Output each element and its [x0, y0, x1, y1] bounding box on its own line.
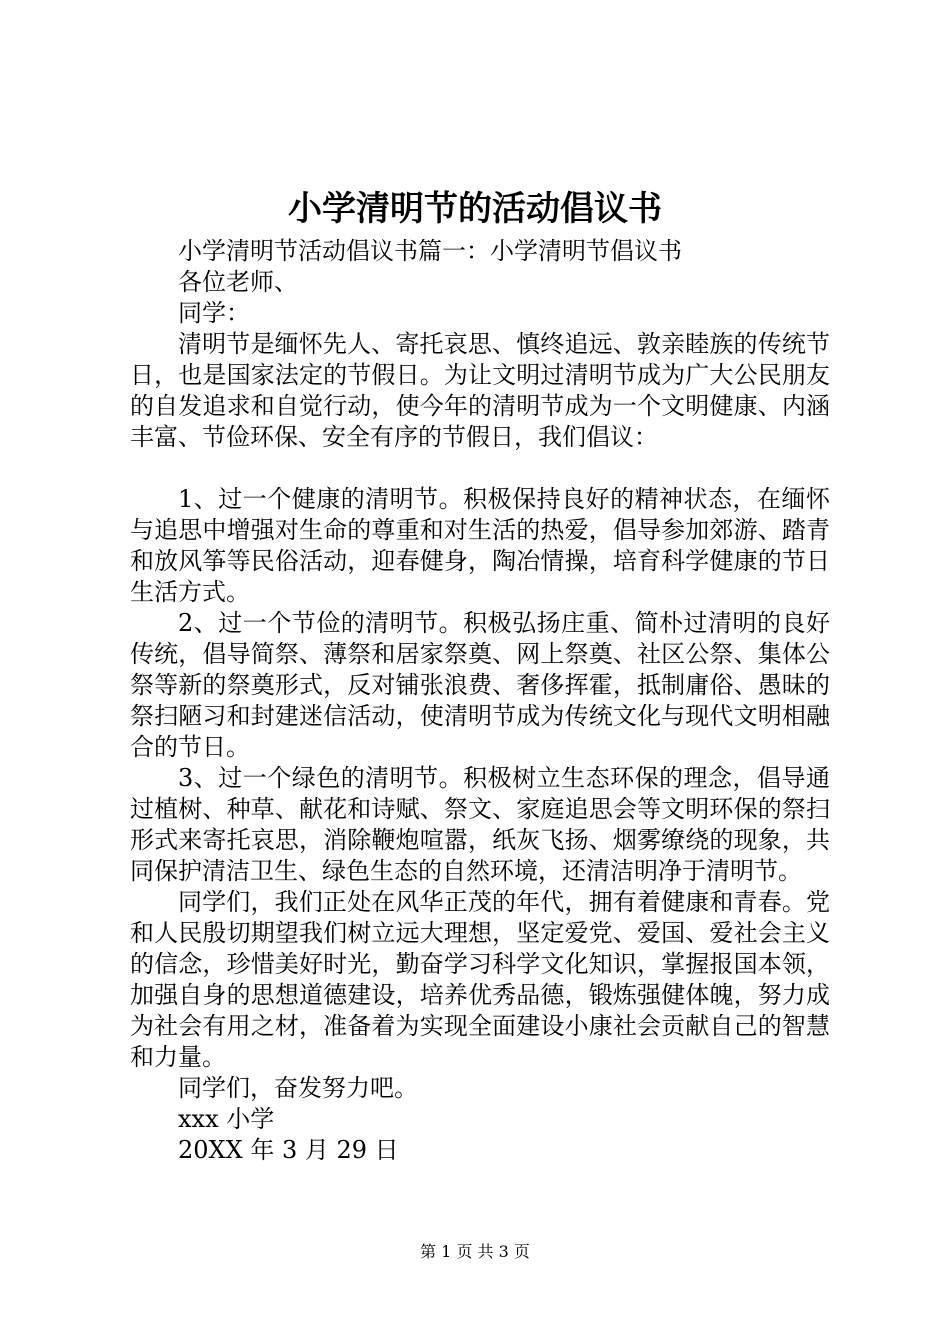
closing-paragraph: 同学们，我们正处在风华正茂的年代，拥有着健康和青春。党和人民殷切期望我们树立远大理想，坚定爱党、爱国、爱社会主义的信念，珍惜美好时光，勤奋学习科学文化知识，掌握报国本领，加强自身的思想道德建设，培养优秀品德，锻炼强健体魄，努力成为社会有用之材，准备着为实现全面建设小康社会贡献自己的智慧和力量。	[130, 888, 830, 1071]
call-to-action: 同学们，奋发努力吧。	[178, 1074, 418, 1102]
signature: xxx 小学	[178, 1105, 275, 1133]
page-footer: 第 1 页 共 3 页	[420, 1242, 530, 1261]
intro-paragraph: 清明节是缅怀先人、寄托哀思、慎终追远、敦亲睦族的传统节日，也是国家法定的节假日。为让文明过清明节成为广大公民朋友的自发追求和自觉行动，使今年的清明节成为一个文明健康、内涵丰富、节俭环保、安全有序的节假日，我们倡议：	[130, 330, 830, 451]
proposal-item-3: 3、过一个绿色的清明节。积极树立生态环保的理念，倡导通过植树、种草、献花和诗赋、祭文、家庭追思会等文明环保的祭扫形式来寄托哀思，消除鞭炮喧嚣，纸灰飞扬、烟雾缭绕的现象，共同保护清洁卫生、绿色生态的自然环境，还清洁明净于清明节。	[130, 764, 830, 885]
document-title: 小学清明节的活动倡议书	[288, 189, 662, 229]
date: 20XX 年 3 月 29 日	[178, 1136, 399, 1164]
greeting-line-2: 同学：	[178, 299, 250, 327]
paragraph-gap	[130, 453, 830, 484]
proposal-item-2: 2、过一个节俭的清明节。积极弘扬庄重、简朴过清明的良好传统，倡导简祭、薄祭和居家祭奠、网上祭奠、社区公祭、集体公祭等新的祭奠形式，反对铺张浪费、奢侈挥霍，抵制庸俗、愚昧的祭扫陋习和封建迷信活动，使清明节成为传统文化与现代文明相融合的节日。	[130, 609, 830, 761]
greeting-line-1: 各位老师、	[178, 268, 298, 296]
proposal-item-1: 1、过一个健康的清明节。积极保持良好的精神状态，在缅怀与追思中增强对生命的尊重和对生活的热爱，倡导参加郊游、踏青和放风筝等民俗活动，迎春健身，陶冶情操，培育科学健康的节日生活方式。	[130, 485, 830, 606]
document-body	[130, 236, 830, 1166]
document-subtitle: 小学清明节活动倡议书篇一：小学清明节倡议书	[178, 237, 682, 265]
